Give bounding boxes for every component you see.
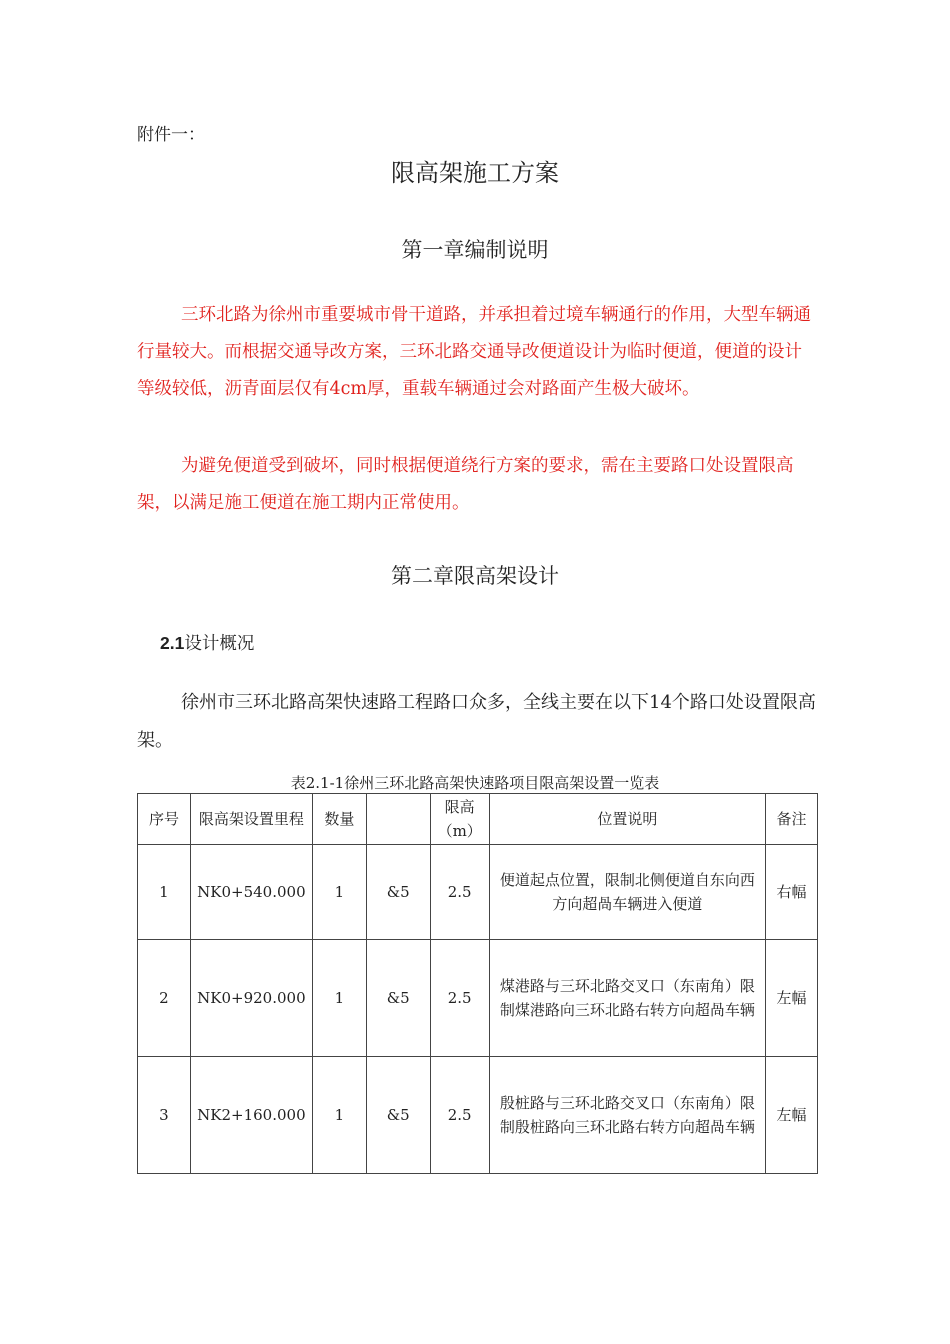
header-location: 位置说明 bbox=[489, 794, 765, 845]
cell-remark: 左幅 bbox=[766, 1057, 818, 1174]
table-row bbox=[138, 845, 818, 940]
section-heading bbox=[160, 630, 254, 655]
cell-mileage: NK2+160.000 bbox=[190, 1057, 312, 1174]
cell-spec: &5 bbox=[366, 845, 430, 940]
paragraph-1 bbox=[137, 297, 817, 408]
cell-qty: 1 bbox=[312, 940, 366, 1057]
cell-height: 2.5 bbox=[430, 1057, 489, 1174]
cell-mileage: NK0+540.000 bbox=[190, 845, 312, 940]
header-remark: 备注 bbox=[766, 794, 818, 845]
table-header-row bbox=[138, 794, 818, 845]
cell-no: 2 bbox=[138, 940, 191, 1057]
header-mileage: 限高架设置里程 bbox=[190, 794, 312, 845]
table-row bbox=[138, 1057, 818, 1174]
header-qty: 数量 bbox=[312, 794, 366, 845]
height-limit-table bbox=[137, 793, 818, 1174]
header-height: 限高（m） bbox=[430, 794, 489, 845]
attachment-label: 附件一： bbox=[137, 125, 205, 145]
cell-spec: &5 bbox=[366, 1057, 430, 1174]
cell-height: 2.5 bbox=[430, 845, 489, 940]
chapter-2-heading: 第二章限高架设计 bbox=[391, 564, 559, 588]
cell-location: 便道起点位置，限制北侧便道自东向西方向超咼车辆进入便道 bbox=[489, 845, 765, 940]
cell-qty: 1 bbox=[312, 1057, 366, 1174]
cell-remark: 左幅 bbox=[766, 940, 818, 1057]
cell-height: 2.5 bbox=[430, 940, 489, 1057]
intro-paragraph bbox=[137, 684, 827, 760]
document-title: 限高架施工方案 bbox=[391, 159, 559, 187]
paragraph-2 bbox=[137, 448, 817, 522]
table-row bbox=[138, 940, 818, 1057]
header-blank bbox=[366, 794, 430, 845]
cell-qty: 1 bbox=[312, 845, 366, 940]
header-no: 序号 bbox=[138, 794, 191, 845]
paragraph-2-text: 为避免便道受到破坏，同时根据便道绕行方案的要求，需在主要路口处设置限高架，以满足施工便道在施工期内正常使用。 bbox=[137, 456, 794, 513]
table-caption: 表2.1-1徐州三环北路高架快速路项目限高架设置一览表 bbox=[290, 774, 660, 792]
cell-remark: 右幅 bbox=[766, 845, 818, 940]
cell-mileage: NK0+920.000 bbox=[190, 940, 312, 1057]
cell-location: 煤港路与三环北路交叉口（东南角）限制煤港路向三环北路右转方向超咼车辆 bbox=[489, 940, 765, 1057]
chapter-1-heading: 第一章编制说明 bbox=[401, 238, 549, 262]
section-title: 设计概况 bbox=[184, 634, 255, 654]
cell-no: 1 bbox=[138, 845, 191, 940]
cell-location: 殷桩路与三环北路交叉口（东南角）限制殷桩路向三环北路右转方向超咼车辆 bbox=[489, 1057, 765, 1174]
cell-spec: &5 bbox=[366, 940, 430, 1057]
cell-no: 3 bbox=[138, 1057, 191, 1174]
intro-text: 徐州市三环北路高架快速路工程路口众多，全线主要在以下14个路口处设置限高架。 bbox=[137, 692, 816, 751]
section-number: 2.1 bbox=[160, 633, 185, 653]
paragraph-1-text: 三环北路为徐州市重要城市骨干道路，并承担着过境车辆通行的作用，大型车辆通行量较大。而根据交通导改方案，三环北路交通导改便道设计为临时便道，便道的设计等级较低，沥青面层仅有4cm厚，重载车辆通过会对路面产生极大破坏。 bbox=[137, 305, 811, 399]
